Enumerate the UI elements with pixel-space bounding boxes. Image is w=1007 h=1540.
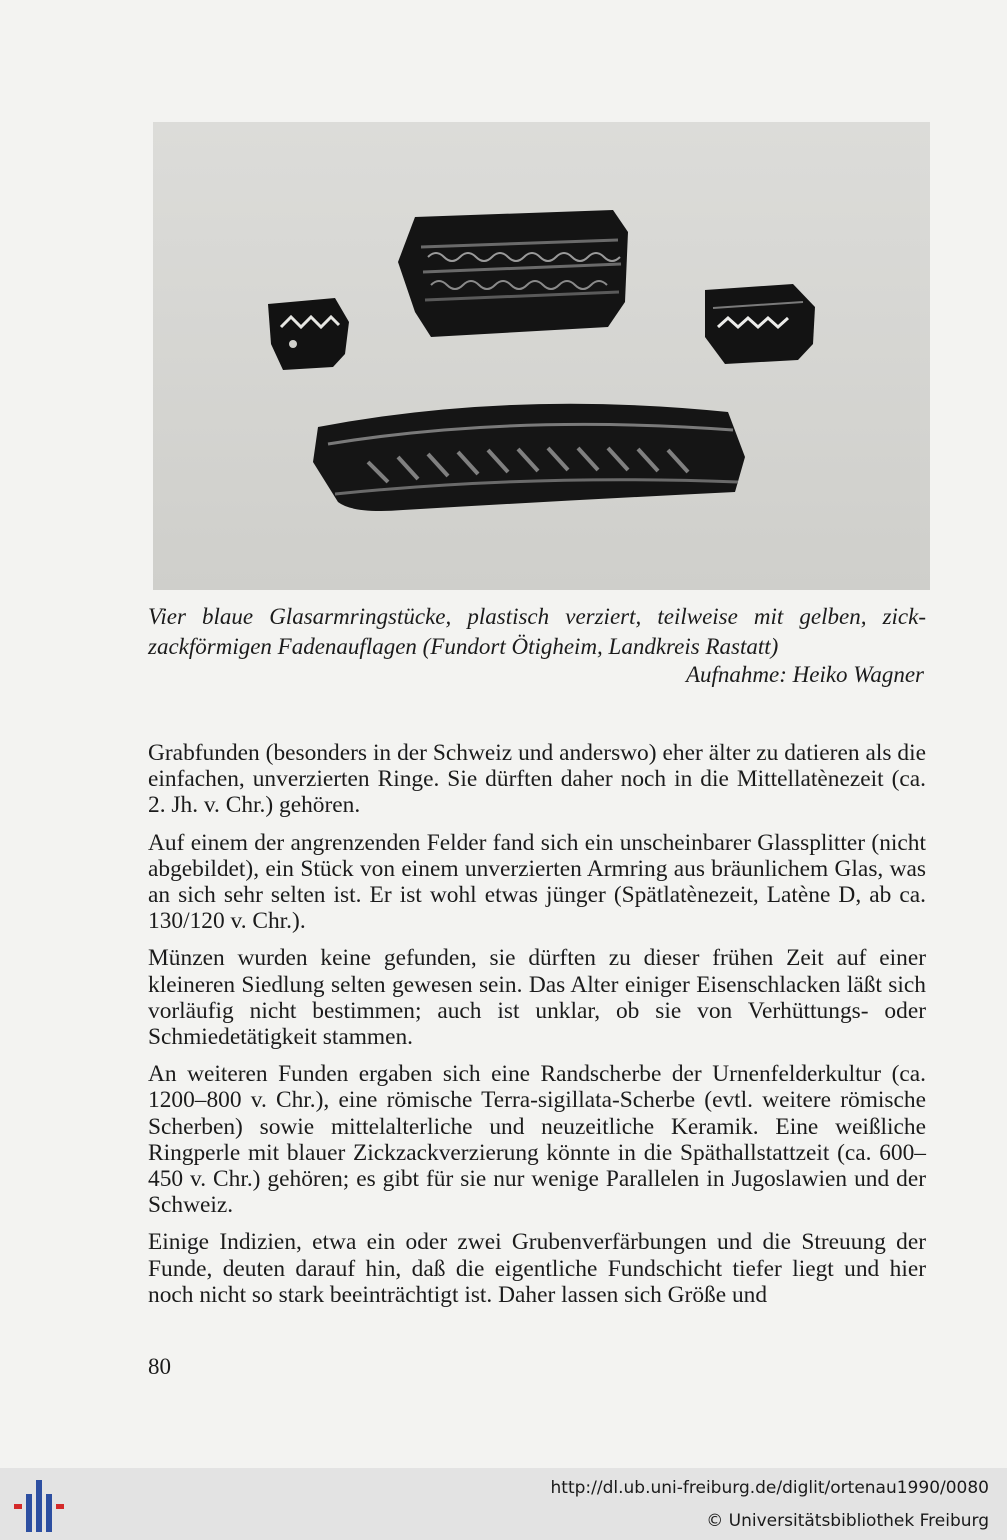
paragraph: Auf einem der angrenzenden Felder fand sich ein unscheinbarer Glassplitter (nicht abgebildet), ein Stück von einem unverzierten Armring aus bräunlichem Glas, was an sich sehr selten ist. Er ist wohl etwas jünger (Spätlatènezeit, Latène D, ab ca. 130/120 v. Chr.). [148,829,926,935]
paragraph: Einige Indizien, etwa ein oder zwei Grubenverfärbungen und die Streuung der Funde, deuten darauf hin, daß die eigentliche Fundschicht tiefer liegt und hier noch nicht so stark beeinträchtigt ist. Daher lassen sich Größe und [148,1229,926,1308]
paragraph: Grabfunden (besonders in der Schweiz und anderswo) eher älter zu datieren als die einfachen, unverzierten Ringe. Sie dürften daher noch in die Mittellatènezeit (ca. 2. Jh. v. Chr.) gehören. [148,740,926,819]
permalink-url[interactable]: http://dl.ub.uni-freiburg.de/diglit/ortenau1990/0080 [550,1478,989,1498]
paragraph: Münzen wurden keine gefunden, sie dürften zu dieser frühen Zeit auf einer kleineren Siedlung selten gewesen sein. Das Alter einiger Eisenschlacken läßt sich vorläufig nicht bestimmen; auch ist unklar, ob sie von Verhüttungs- oder Schmiedetätigkeit stammen. [148,945,926,1051]
fragment-left [268,298,349,370]
figure-caption: Vier blaue Glasarmringstücke, plastisch verziert, teilweise mit gelben, zickzackförmigen Fadenauflagen (Fundort Ötigheim, Landkreis Rastatt) [148,604,926,659]
body-text [148,740,926,1319]
figure-credit: Aufnahme: Heiko Wagner [685,662,924,687]
library-footer [0,1468,1007,1540]
copyright-notice: © Universitätsbibliothek Freiburg [706,1511,989,1531]
paragraph: An weiteren Funden ergaben sich eine Randscherbe der Urnenfelderkultur (ca. 1200–800 v. Chr.), eine römische Terra-sigillata-Scherbe (evtl. weitere römische Scherben) sowie mittelalterliche und neuzeitliche Keramik. Eine weißliche Ringperle mit blauer Zickzackverzierung könnte in die Späthallstattzeit (ca. 600–450 v. Chr.) gehören; es gibt für sie nur wenige Parallelen in Jugoslawien und der Schweiz. [148,1061,926,1219]
fragment-right [705,284,815,364]
figure-photo-glass-bracelet-fragments [153,122,930,590]
ub-freiburg-logo-icon [14,1480,64,1532]
page-number: 80 [148,1354,171,1379]
fragment-top [398,210,628,337]
